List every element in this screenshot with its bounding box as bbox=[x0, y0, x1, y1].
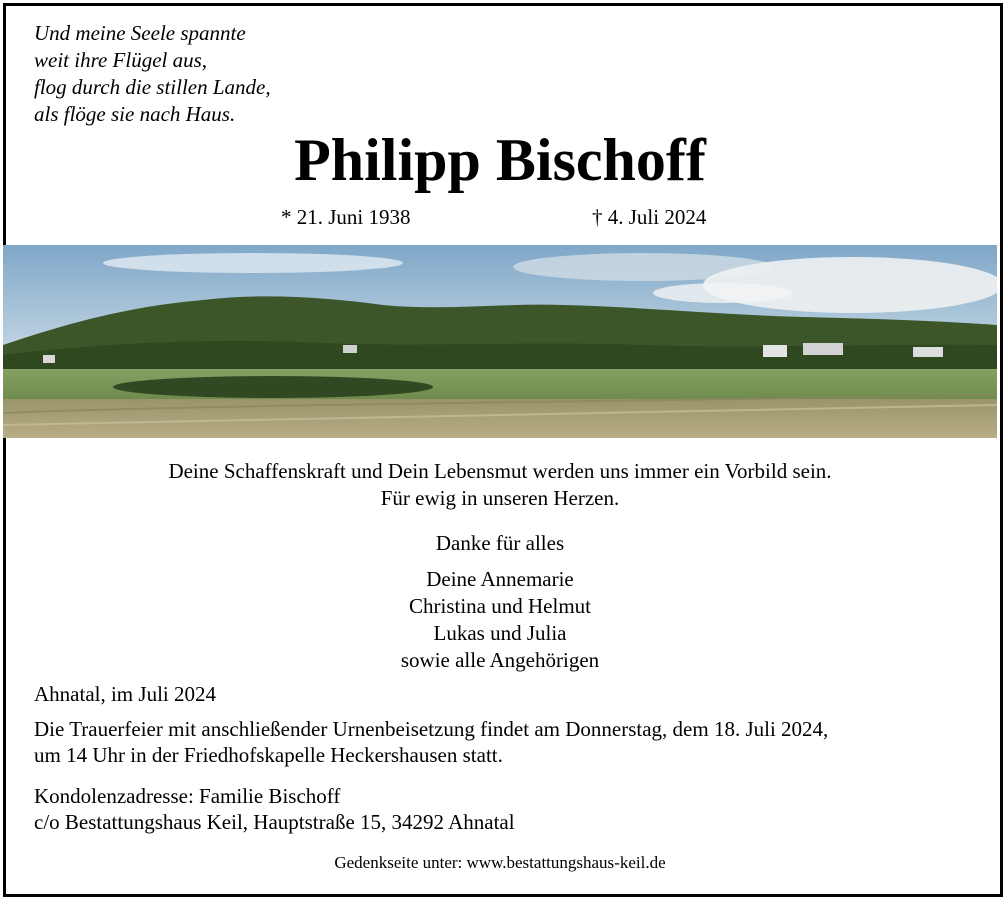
mourners-list bbox=[0, 566, 1000, 674]
poem bbox=[34, 20, 271, 128]
death-date: † 4. Juli 2024 bbox=[592, 205, 707, 229]
birth-date: * 21. Juni 1938 bbox=[281, 205, 411, 229]
thanks-line: Danke für alles bbox=[435, 531, 565, 555]
mourner-name: Lukas und Julia bbox=[433, 621, 567, 645]
poem-line: weit ihre Flügel aus, bbox=[34, 48, 208, 72]
landscape-image bbox=[3, 245, 997, 438]
ceremony-info bbox=[34, 716, 828, 768]
mourner-name: Christina und Helmut bbox=[409, 594, 591, 618]
thanks-text bbox=[0, 530, 1000, 557]
poem-line: Und meine Seele spannte bbox=[34, 21, 246, 45]
landscape-photo bbox=[3, 245, 997, 438]
place-date-line: Ahnatal, im Juli 2024 bbox=[34, 682, 216, 706]
tribute-text bbox=[0, 458, 1000, 512]
condolence-line: c/o Bestattungshaus Keil, Hauptstraße 15, 34292 Ahnatal bbox=[34, 810, 515, 834]
ceremony-line: um 14 Uhr in der Friedhofskapelle Heckershausen statt. bbox=[34, 743, 503, 767]
mourner-name: sowie alle Angehörigen bbox=[400, 648, 600, 672]
poem-line: als flöge sie nach Haus. bbox=[34, 102, 236, 126]
deceased-name: Philipp Bischoff bbox=[294, 127, 706, 193]
poem-line: flog durch die stillen Lande, bbox=[34, 75, 271, 99]
condolence-address bbox=[34, 783, 515, 835]
tribute-line: Deine Schaffenskraft und Dein Lebensmut werden uns immer ein Vorbild sein. bbox=[168, 459, 832, 483]
ceremony-line: Die Trauerfeier mit anschließender Urnenbeisetzung findet am Donnerstag, dem 18. Juli 2024, bbox=[34, 717, 829, 741]
mourner-name: Deine Annemarie bbox=[426, 567, 574, 591]
memorial-page-link: Gedenkseite unter: www.bestattungshaus-keil.de bbox=[334, 853, 666, 872]
place-date bbox=[34, 681, 216, 707]
condolence-line: Kondolenzadresse: Familie Bischoff bbox=[34, 784, 341, 808]
tribute-line: Für ewig in unseren Herzen. bbox=[380, 486, 620, 510]
